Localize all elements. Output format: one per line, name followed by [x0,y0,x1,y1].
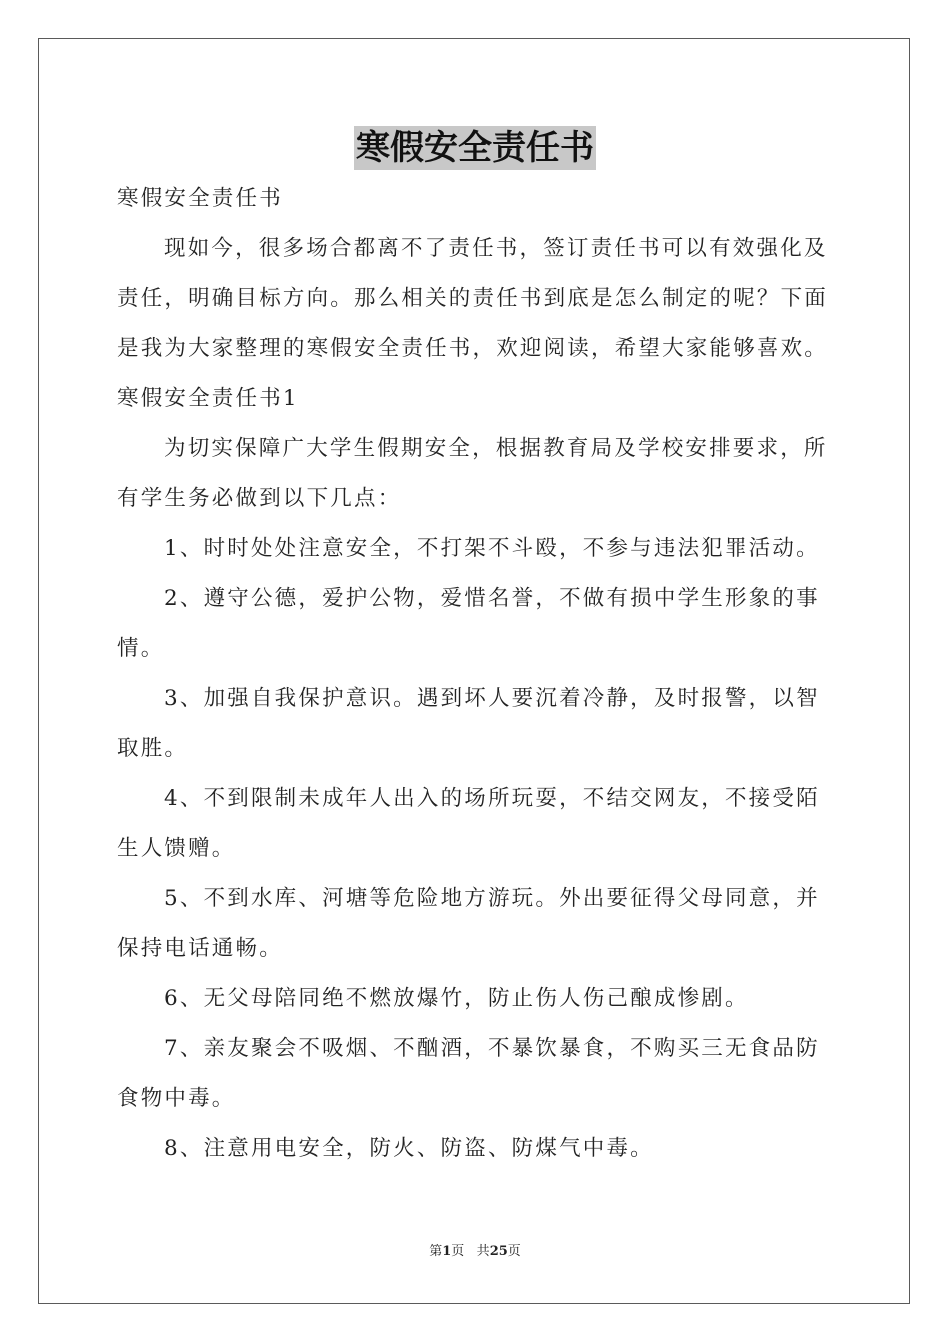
page-suffix: 页 [451,1244,465,1259]
list-item: 7、亲友聚会不吸烟、不酗酒，不暴饮暴食，不购买三无食品防食物中毒。 [117,1036,820,1111]
list-item: 2、遵守公德，爱护公物，爱惜名誉，不做有损中学生形象的事情。 [117,586,820,661]
section-intro-paragraph: 为切实保障广大学生假期安全，根据教育局及学校安排要求，所有学生务必做到以下几点： [117,436,828,511]
list-item: 6、无父母陪同绝不燃放爆竹，防止伤人伤己酿成惨剧。 [164,986,749,1011]
page-prefix: 第 [429,1244,443,1259]
document-title: 寒假安全责任书 [356,128,594,168]
list-item: 1、时时处处注意安全，不打架不斗殴，不参与违法犯罪活动。 [164,536,820,561]
page-footer [0,1240,950,1259]
list-item: 8、注意用电安全，防火、防盗、防煤气中毒。 [164,1136,654,1161]
title-container [0,126,950,170]
total-pages: 25 [489,1244,508,1259]
total-suffix: 页 [507,1244,521,1259]
page-number: 1 [442,1244,452,1259]
list-item: 5、不到水库、河塘等危险地方游玩。外出要征得父母同意，并保持电话通畅。 [117,886,820,961]
list-item: 4、不到限制未成年人出入的场所玩耍，不结交网友，不接受陌生人馈赠。 [117,786,820,861]
intro-paragraph: 现如今，很多场合都离不了责任书，签订责任书可以有效强化及责任，明确目标方向。那么相关的责任书到底是怎么制定的呢？下面是我为大家整理的寒假安全责任书，欢迎阅读，希望大家能够喜欢。 [117,236,829,361]
document-subtitle: 寒假安全责任书 [117,186,283,211]
total-prefix: 共 [476,1244,490,1259]
section-heading: 寒假安全责任书1 [117,386,299,411]
list-item: 3、加强自我保护意识。遇到坏人要沉着冷静，及时报警，以智取胜。 [117,686,820,761]
